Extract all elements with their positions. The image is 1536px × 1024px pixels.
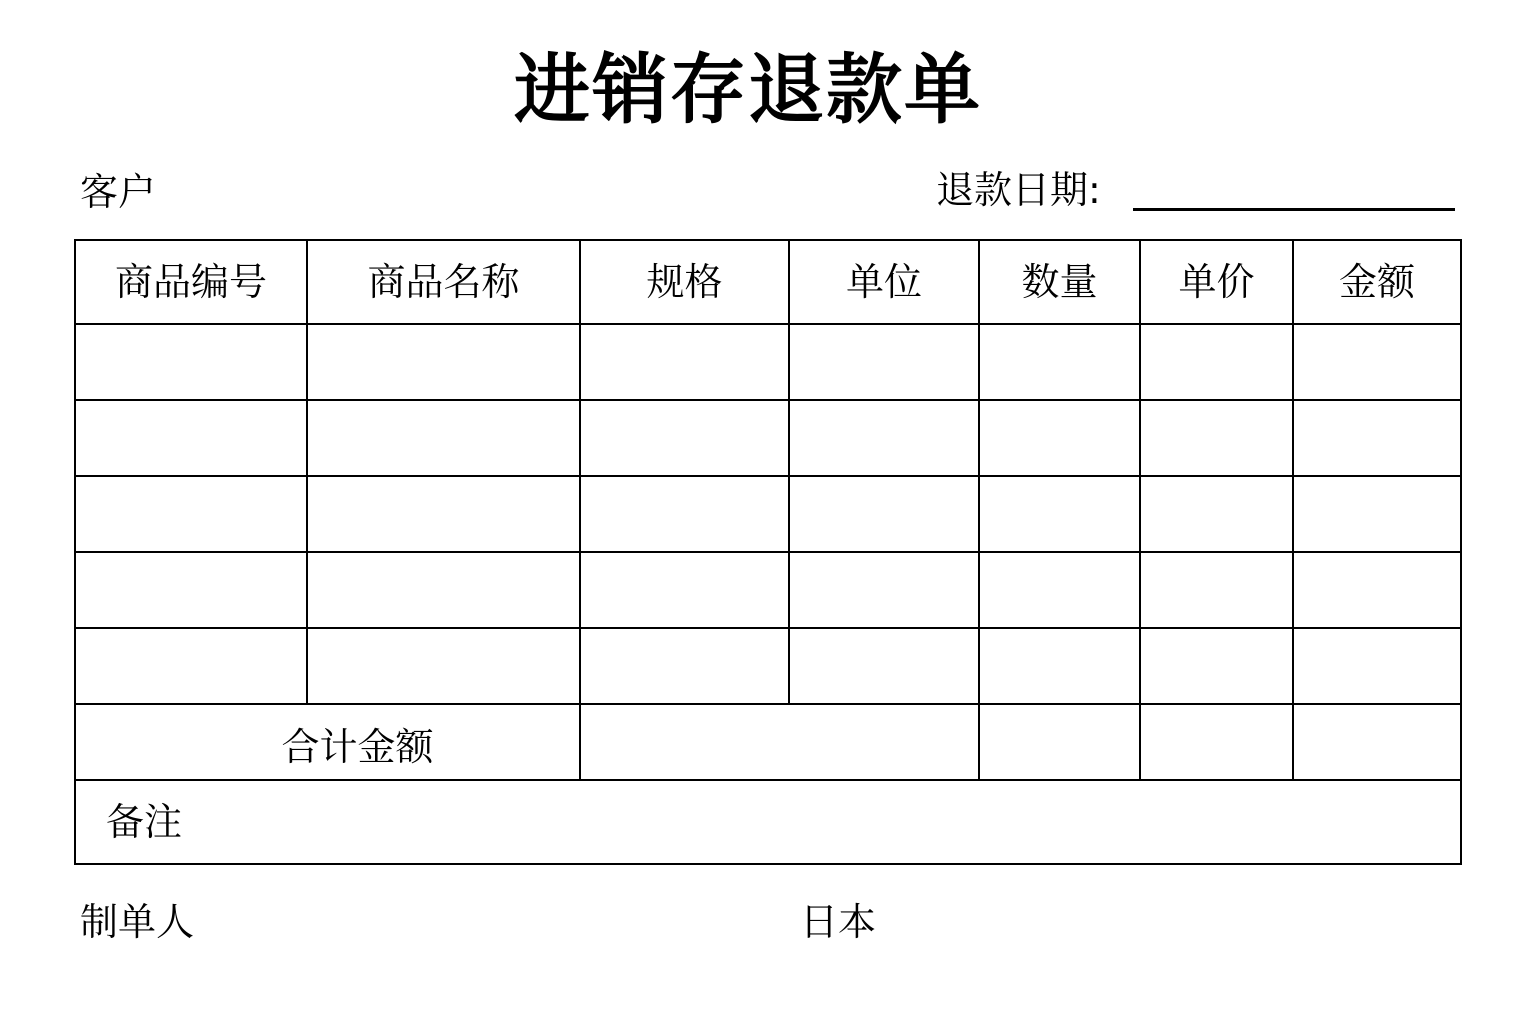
notes-row: [75, 780, 1461, 864]
column-header-quantity: 数量: [979, 240, 1140, 324]
table-cell[interactable]: [75, 476, 307, 552]
table-cell[interactable]: [979, 476, 1140, 552]
notes-label: 备注: [106, 800, 183, 844]
footer-right-label: 日本: [800, 900, 877, 944]
column-header-item-code: 商品编号: [75, 240, 307, 324]
table-cell[interactable]: [1293, 324, 1461, 400]
table-cell[interactable]: [580, 552, 789, 628]
total-unit-price-cell[interactable]: [1140, 704, 1293, 780]
table-row: [75, 400, 1461, 476]
table-cell[interactable]: [307, 476, 580, 552]
table-cell[interactable]: [580, 324, 789, 400]
total-quantity-cell[interactable]: [979, 704, 1140, 780]
table-cell[interactable]: [1140, 628, 1293, 704]
total-label: 合计金额: [281, 725, 434, 769]
table-cell[interactable]: [75, 628, 307, 704]
notes-cell[interactable]: [75, 780, 1461, 864]
table-header-row: [75, 240, 1461, 324]
refund-date-field[interactable]: [1133, 208, 1455, 211]
table-cell[interactable]: [1140, 552, 1293, 628]
table-cell[interactable]: [979, 400, 1140, 476]
table-cell[interactable]: [75, 324, 307, 400]
table-row: [75, 476, 1461, 552]
table-cell[interactable]: [789, 400, 979, 476]
total-label-cell: [75, 704, 580, 780]
table-cell[interactable]: [789, 628, 979, 704]
table-cell[interactable]: [789, 552, 979, 628]
table-cell[interactable]: [580, 476, 789, 552]
table-cell[interactable]: [1140, 476, 1293, 552]
refund-date-label: 退款日期:: [936, 168, 1101, 212]
table-cell[interactable]: [1293, 628, 1461, 704]
column-header-spec: 规格: [580, 240, 789, 324]
column-header-item-name: 商品名称: [307, 240, 580, 324]
table-cell[interactable]: [789, 324, 979, 400]
table-cell[interactable]: [979, 628, 1140, 704]
table-cell[interactable]: [789, 476, 979, 552]
customer-label: 客户: [80, 170, 157, 214]
table-cell[interactable]: [1293, 552, 1461, 628]
total-spec-unit-cell[interactable]: [580, 704, 979, 780]
table-cell[interactable]: [580, 400, 789, 476]
document-title: 进销存退款单: [514, 45, 982, 134]
table-cell[interactable]: [75, 400, 307, 476]
table-cell[interactable]: [1293, 476, 1461, 552]
column-header-amount: 金额: [1293, 240, 1461, 324]
refund-table: [74, 239, 1462, 865]
table-cell[interactable]: [1140, 400, 1293, 476]
table-cell[interactable]: [307, 400, 580, 476]
table-row: [75, 628, 1461, 704]
table-cell[interactable]: [75, 552, 307, 628]
table-cell[interactable]: [307, 628, 580, 704]
table-row: [75, 324, 1461, 400]
maker-label: 制单人: [80, 900, 195, 944]
table-cell[interactable]: [979, 324, 1140, 400]
column-header-unit: 单位: [789, 240, 979, 324]
total-row: [75, 704, 1461, 780]
column-header-unit-price: 单价: [1140, 240, 1293, 324]
table-cell[interactable]: [979, 552, 1140, 628]
table-cell[interactable]: [1293, 400, 1461, 476]
table-cell[interactable]: [307, 324, 580, 400]
total-amount-cell[interactable]: [1293, 704, 1461, 780]
table-cell[interactable]: [1140, 324, 1293, 400]
table-row: [75, 552, 1461, 628]
table-cell[interactable]: [580, 628, 789, 704]
table-cell[interactable]: [307, 552, 580, 628]
